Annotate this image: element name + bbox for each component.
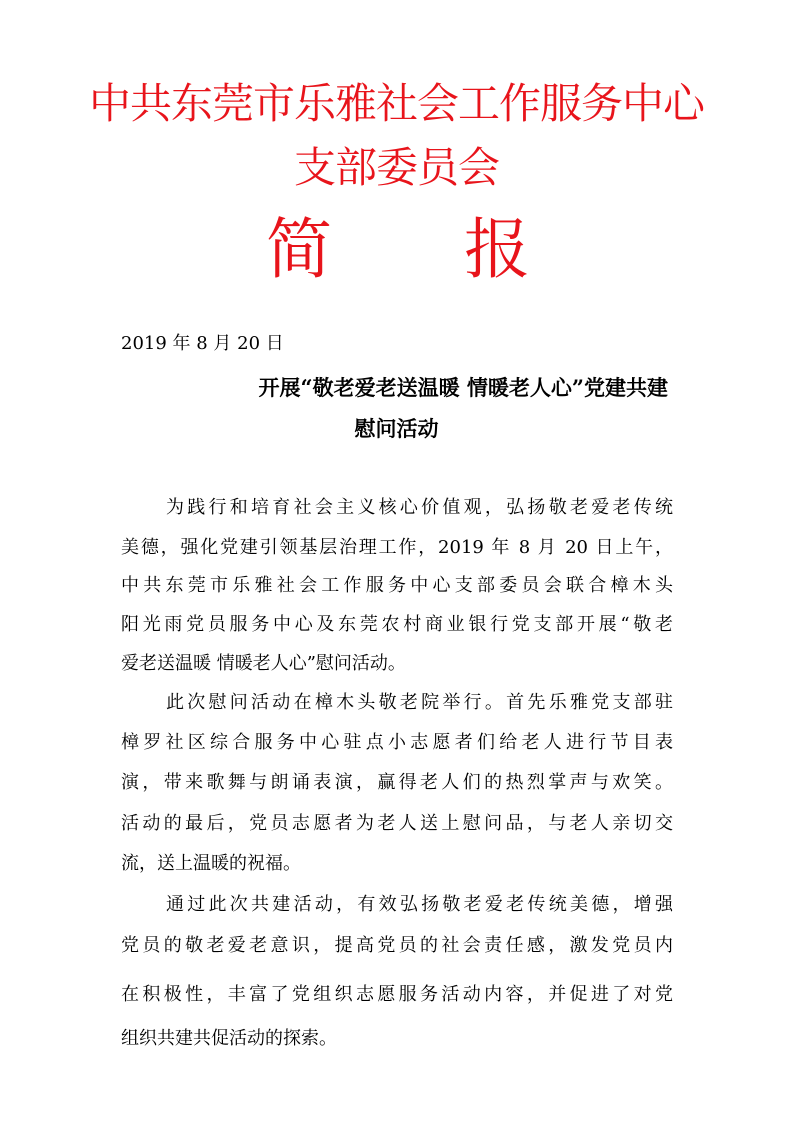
body-line: 活动的最后，党员志愿者为老人送上慰问品，与老人亲切交	[121, 813, 673, 834]
body-line: 组织共建共促活动的探索。	[121, 1028, 337, 1049]
body-line: 阳光雨党员服务中心及东莞农村商业银行党支部开展“敬老	[121, 614, 673, 635]
organization-name-line-1: 中共东莞市乐雅社会工作服务中心	[88, 79, 704, 128]
body-line: 此次慰问活动在樟木头敬老院举行。首先乐雅党支部驻	[166, 692, 673, 713]
body-line: 流，送上温暖的祝福。	[121, 853, 301, 874]
article-title-line-1: 开展“敬老爱老送温暖 情暖老人心”党建共建	[258, 375, 668, 400]
body-line: 演，带来歌舞与朗诵表演，赢得老人们的热烈掌声与欢笑。	[121, 772, 673, 793]
body-line: 党员的敬老爱老意识，提高党员的社会责任感，激发党员内	[121, 935, 673, 956]
body-line: 爱老送温暖 情暖老人心”慰问活动。	[121, 653, 406, 674]
body-line: 中共东莞市乐雅社会工作服务中心支部委员会联合樟木头	[121, 575, 673, 596]
article-title-line-2: 慰问活动	[354, 416, 439, 441]
issue-date: 2019 年 8 月 20 日	[121, 333, 284, 354]
body-line: 樟罗社区综合服务中心驻点小志愿者们给老人进行节目表	[121, 732, 673, 753]
bulletin-title-char-1: 简	[266, 211, 332, 288]
body-line: 为践行和培育社会主义核心价值观，弘扬敬老爱老传统	[166, 497, 673, 518]
body-line: 在积极性，丰富了党组织志愿服务活动内容，并促进了对党	[121, 984, 673, 1005]
bulletin-title-char-2: 报	[464, 211, 530, 288]
bulletin-title	[0, 208, 793, 292]
body-line: 美德，强化党建引领基层治理工作，2019 年 8 月 20 日上午，	[121, 537, 673, 558]
body-line: 通过此次共建活动，有效弘扬敬老爱老传统美德，增强	[166, 894, 673, 915]
organization-name-line-2: 支部委员会	[293, 143, 499, 192]
